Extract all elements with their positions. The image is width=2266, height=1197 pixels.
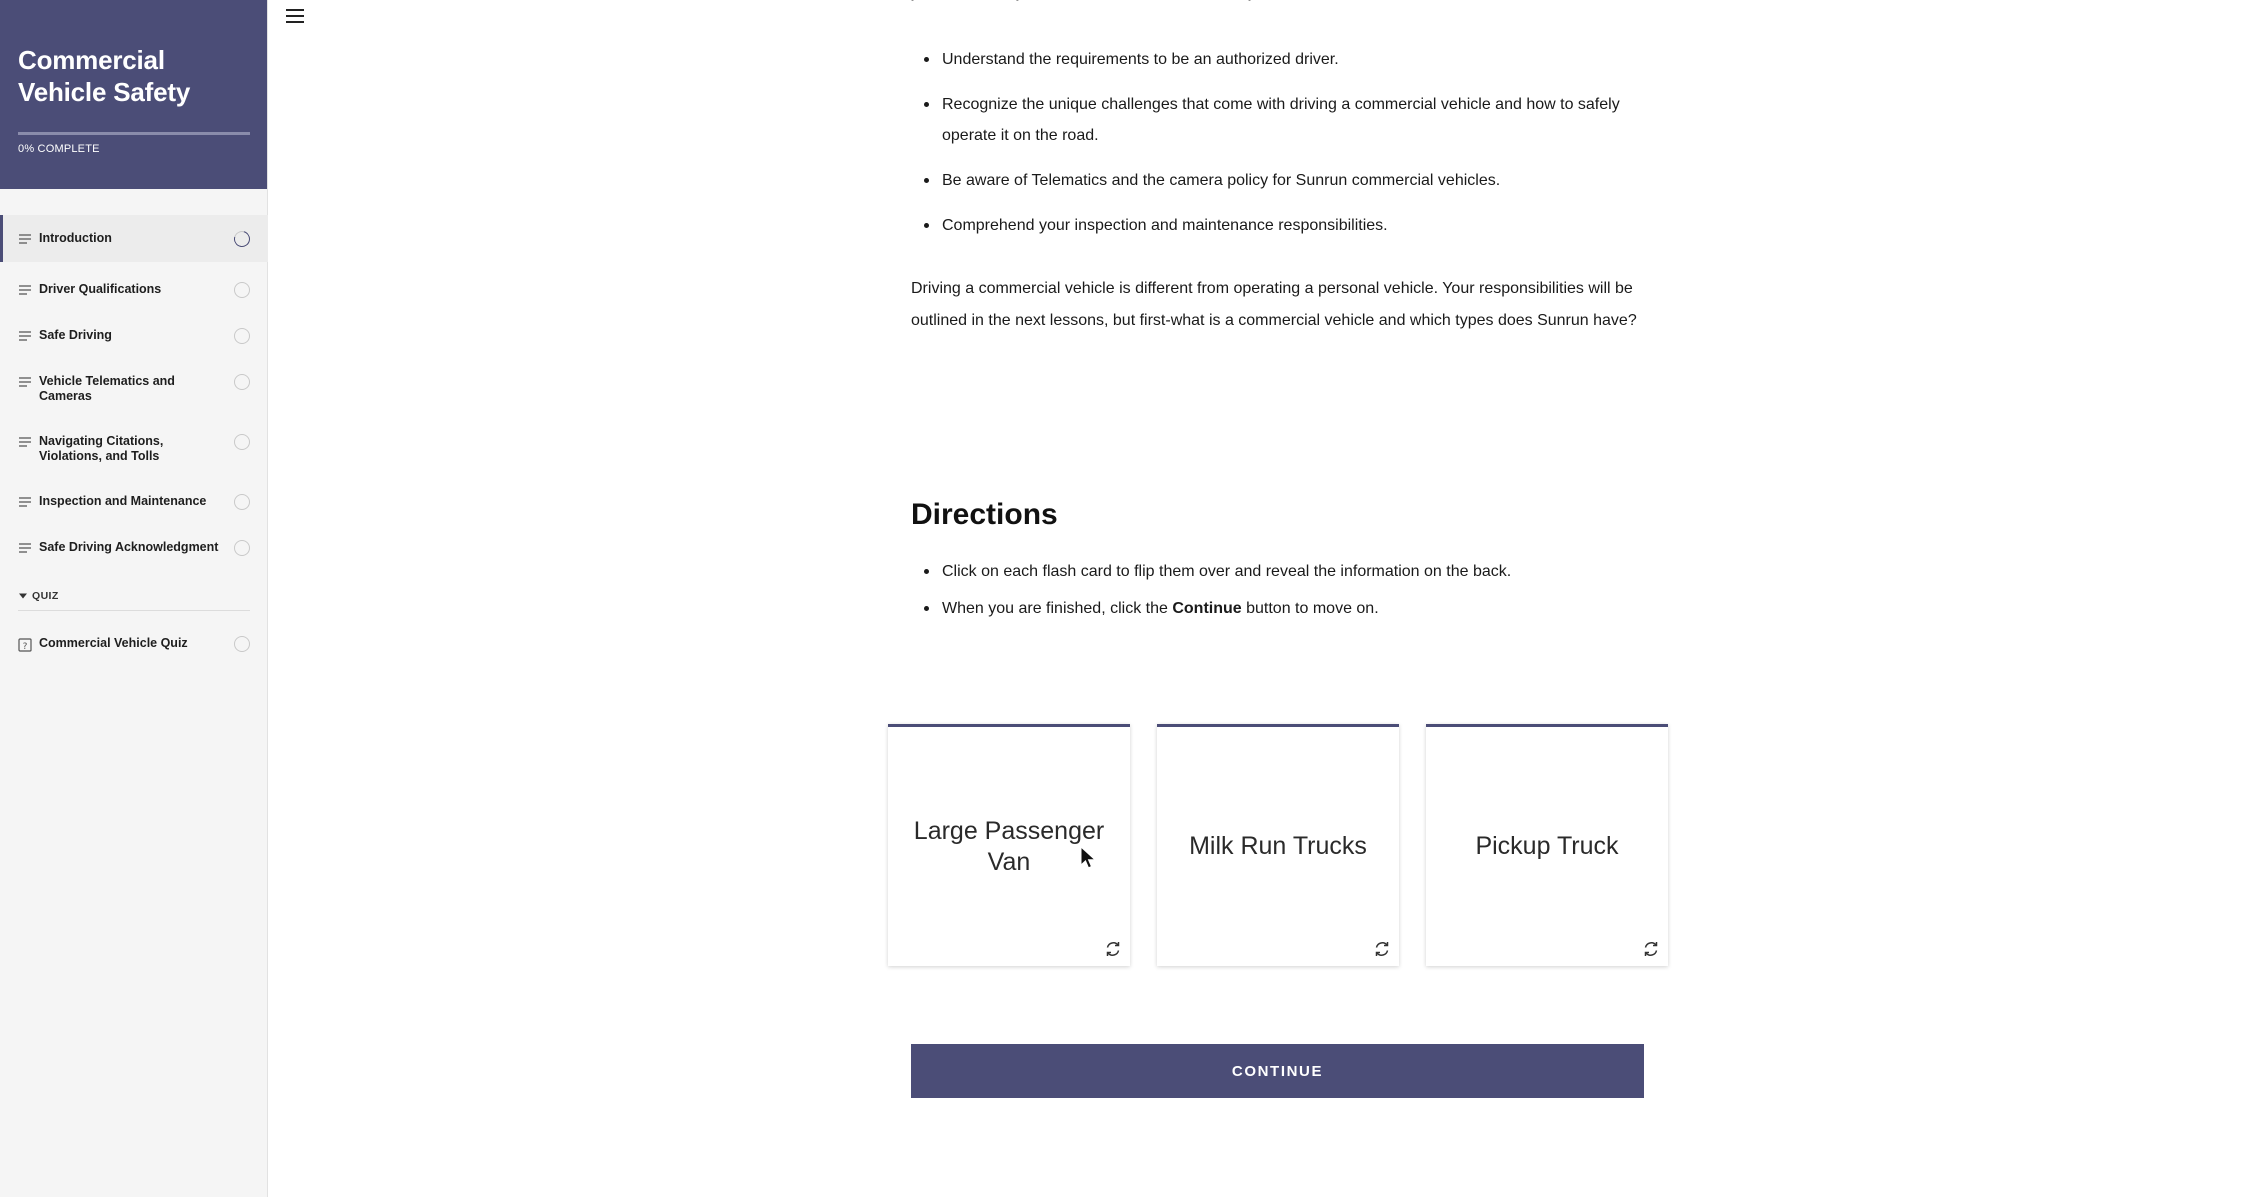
flip-refresh-icon[interactable]	[1104, 940, 1122, 958]
hamburger-menu-icon[interactable]	[286, 8, 304, 24]
course-progress-bar	[18, 132, 250, 135]
lines-icon	[18, 496, 32, 508]
list-item: Recognize the unique challenges that come with driving a commercial vehicle and how to safely operate it on the road.	[911, 89, 1646, 151]
sidebar-item-introduction[interactable]	[0, 215, 268, 262]
list-item: When you are finished, click the Continue button to move on.	[911, 593, 1646, 624]
not-started-status-icon	[234, 540, 250, 556]
svg-text:?: ?	[22, 642, 28, 652]
flip-refresh-icon[interactable]	[1642, 940, 1660, 958]
sidebar-item-label: Safe Driving	[39, 328, 112, 342]
lines-icon	[18, 376, 32, 388]
sidebar-item-label: Safe Driving Acknowledgment	[39, 540, 219, 554]
sidebar-item-navigating-citations[interactable]	[0, 414, 268, 474]
flashcard-pickup-truck[interactable]	[1426, 724, 1668, 966]
sidebar-item-label: Navigating Citations, Violations, and Tolls	[39, 434, 164, 463]
quiz-section-toggle[interactable]	[0, 566, 268, 610]
not-started-status-icon	[234, 282, 250, 298]
not-started-status-icon	[234, 636, 250, 652]
sidebar-item-label: Commercial Vehicle Quiz	[39, 636, 188, 650]
directions-heading: Directions	[911, 498, 1058, 531]
sidebar-item-label: Introduction	[39, 231, 112, 245]
quiz-section-label: QUIZ	[32, 590, 59, 602]
not-started-status-icon	[234, 328, 250, 344]
continue-emphasis: Continue	[1172, 600, 1242, 617]
lines-icon	[18, 284, 32, 296]
sidebar-item-safe-driving-acknowledgment[interactable]	[0, 520, 268, 566]
list-item: Click on each flash card to flip them over and reveal the information on the back.	[911, 556, 1646, 587]
sidebar-item-label: Inspection and Maintenance	[39, 494, 207, 508]
flashcard-large-passenger-van[interactable]	[888, 724, 1130, 966]
directions-list	[911, 556, 1646, 624]
flashcard-front-text: Pickup Truck	[1475, 832, 1619, 860]
not-started-status-icon	[234, 494, 250, 510]
sidebar-header	[0, 0, 267, 189]
mouse-pointer-icon	[1080, 846, 1096, 870]
sidebar-item-commercial-vehicle-quiz[interactable]	[0, 611, 268, 662]
lesson-nav	[0, 215, 268, 662]
lines-icon	[18, 436, 32, 448]
not-started-status-icon	[234, 434, 250, 450]
intro-text-cutoff	[911, 0, 1330, 3]
intro-paragraph: Driving a commercial vehicle is different from operating a personal vehicle. Your responsibilities will be outlined in the next lessons, but first-what is a commercial vehicle and which types does Sunrun have?	[911, 280, 1637, 329]
sidebar-item-inspection-maintenance[interactable]	[0, 474, 268, 520]
list-item: Comprehend your inspection and maintenance responsibilities.	[911, 210, 1646, 241]
sidebar-item-label: Vehicle Telematics and Cameras	[39, 374, 175, 403]
lines-icon	[18, 233, 32, 245]
flip-refresh-icon[interactable]	[1373, 940, 1391, 958]
objectives-list	[911, 44, 1646, 241]
in-progress-status-icon	[231, 228, 253, 250]
list-item: Be aware of Telematics and the camera policy for Sunrun commercial vehicles.	[911, 165, 1646, 196]
sidebar-item-safe-driving[interactable]	[0, 308, 268, 354]
sidebar-item-driver-qualifications[interactable]	[0, 262, 268, 308]
continue-button[interactable]: CONTINUE	[911, 1044, 1644, 1098]
flashcard-milk-run-trucks[interactable]	[1157, 724, 1399, 966]
lines-icon	[18, 330, 32, 342]
course-title: Commercial Vehicle Safety	[18, 45, 191, 107]
sidebar-item-vehicle-telematics[interactable]	[0, 354, 268, 414]
sidebar-item-label: Driver Qualifications	[39, 282, 162, 296]
caret-down-icon	[18, 592, 28, 600]
lines-icon	[18, 542, 32, 554]
list-item: Understand the requirements to be an authorized driver.	[911, 44, 1646, 75]
flashcard-front-text: Milk Run Trucks	[1189, 832, 1367, 860]
course-progress-label: 0% COMPLETE	[18, 143, 100, 155]
not-started-status-icon	[234, 374, 250, 390]
flashcard-front-text: Large Passenger Van	[913, 816, 1105, 876]
question-box-icon	[18, 638, 32, 652]
course-sidebar	[0, 0, 268, 1197]
